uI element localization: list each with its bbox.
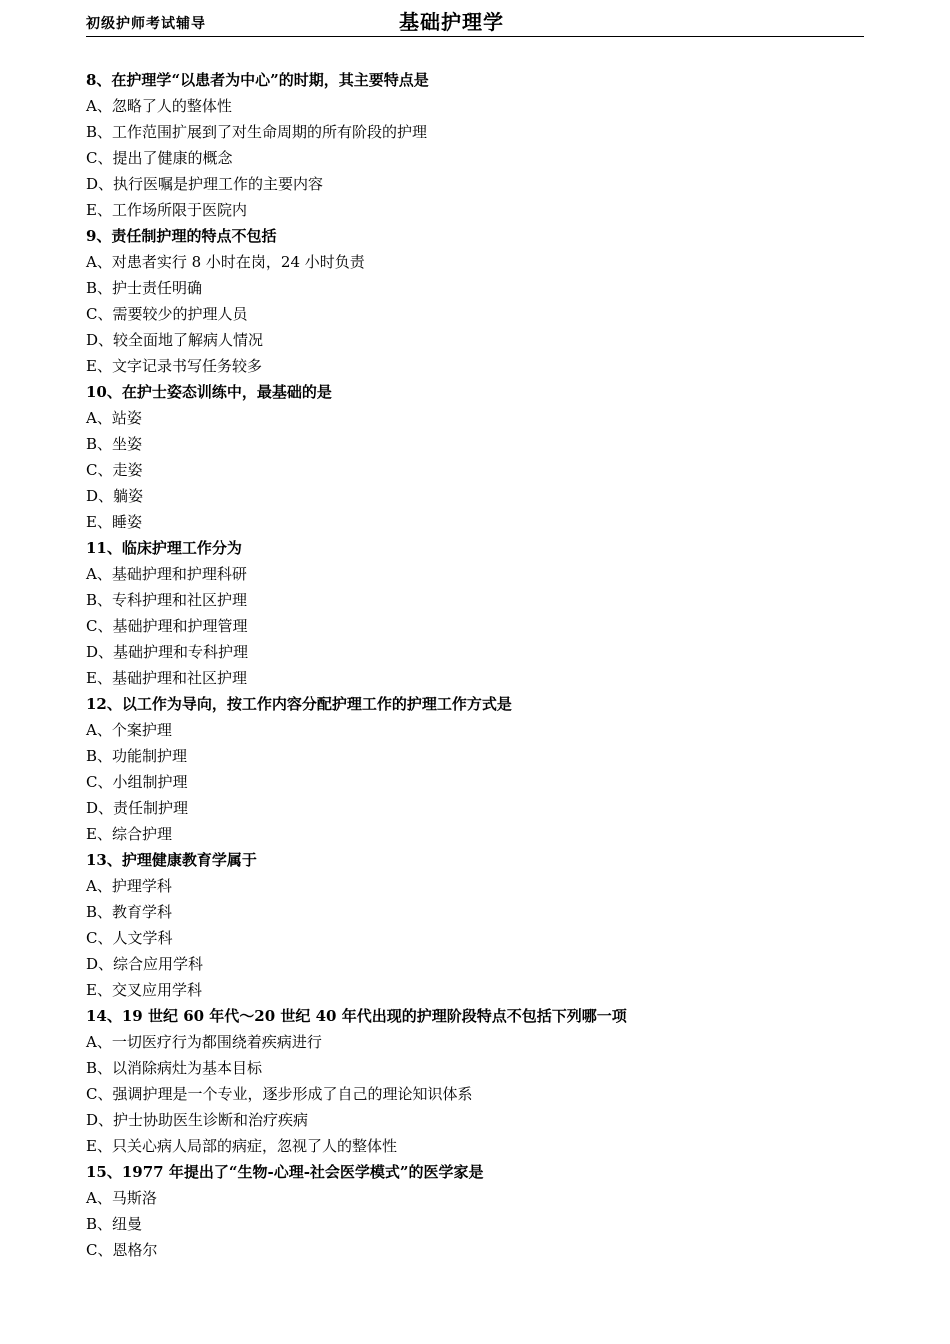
option-b: B、工作范围扩展到了对生命周期的所有阶段的护理: [86, 123, 428, 141]
question-13: [86, 847, 876, 1003]
option-e: E、文字记录书写任务较多: [86, 357, 262, 375]
option-d: D、躺姿: [86, 487, 144, 505]
question-text: 8、在护理学“以患者为中心”的时期，其主要特点是: [86, 71, 429, 89]
option-e: E、交叉应用学科: [86, 981, 202, 999]
option-b: B、功能制护理: [86, 747, 188, 765]
question-10: [86, 379, 876, 535]
option-e: E、睡姿: [86, 513, 142, 531]
question-14: [86, 1003, 876, 1159]
option-b: B、坐姿: [86, 435, 143, 453]
option-e: E、基础护理和社区护理: [86, 669, 247, 687]
option-d: D、基础护理和专科护理: [86, 643, 249, 661]
option-a: A、一切医疗行为都围绕着疾病进行: [86, 1033, 322, 1051]
option-b: B、专科护理和社区护理: [86, 591, 248, 609]
option-c: C、走姿: [86, 461, 143, 479]
option-c: C、需要较少的护理人员: [86, 305, 248, 323]
option-b: B、教育学科: [86, 903, 173, 921]
option-a: A、对患者实行 8 小时在岗，24 小时负责: [86, 253, 365, 271]
question-text: 15、1977 年提出了“生物-心理-社会医学模式”的医学家是: [86, 1163, 484, 1181]
question-text: 10、在护士姿态训练中，最基础的是: [86, 383, 332, 401]
header-exam-name: 初级护师考试辅导: [86, 16, 206, 32]
option-e: E、综合护理: [86, 825, 172, 843]
option-a: A、站姿: [86, 409, 142, 427]
option-a: A、基础护理和护理科研: [86, 565, 247, 583]
option-a: A、个案护理: [86, 721, 172, 739]
question-text: 14、19 世纪 60 年代～20 世纪 40 年代出现的护理阶段特点不包括下列哪一项: [86, 1007, 627, 1025]
question-text: 9、责任制护理的特点不包括: [86, 227, 277, 245]
option-a: A、马斯洛: [86, 1189, 157, 1207]
option-d: D、较全面地了解病人情况: [86, 331, 264, 349]
page-header: [86, 6, 864, 37]
option-b: B、护士责任明确: [86, 279, 203, 297]
option-e: E、工作场所限于医院内: [86, 201, 247, 219]
question-list: [86, 67, 876, 1263]
option-c: C、恩格尔: [86, 1241, 158, 1259]
option-d: D、综合应用学科: [86, 955, 204, 973]
option-c: C、强调护理是一个专业，逐步形成了自己的理论知识体系: [86, 1085, 473, 1103]
question-text: 13、护理健康教育学属于: [86, 851, 257, 869]
question-9: [86, 223, 876, 379]
question-15: [86, 1159, 876, 1263]
option-a: A、护理学科: [86, 877, 172, 895]
option-d: D、责任制护理: [86, 799, 189, 817]
option-d: D、护士协助医生诊断和治疗疾病: [86, 1111, 309, 1129]
question-text: 11、临床护理工作分为: [86, 539, 242, 557]
option-c: C、提出了健康的概念: [86, 149, 233, 167]
option-c: C、小组制护理: [86, 773, 188, 791]
option-e: E、只关心病人局部的病症，忽视了人的整体性: [86, 1137, 397, 1155]
option-c: C、基础护理和护理管理: [86, 617, 248, 635]
option-c: C、人文学科: [86, 929, 173, 947]
option-b: B、以消除病灶为基本目标: [86, 1059, 263, 1077]
option-d: D、执行医嘱是护理工作的主要内容: [86, 175, 324, 193]
question-8: [86, 67, 876, 223]
option-a: A、忽略了人的整体性: [86, 97, 232, 115]
option-b: B、纽曼: [86, 1215, 143, 1233]
question-12: [86, 691, 876, 847]
page-title: 基础护理学: [399, 10, 504, 34]
question-11: [86, 535, 876, 691]
question-text: 12、以工作为导向，按工作内容分配护理工作的护理工作方式是: [86, 695, 512, 713]
